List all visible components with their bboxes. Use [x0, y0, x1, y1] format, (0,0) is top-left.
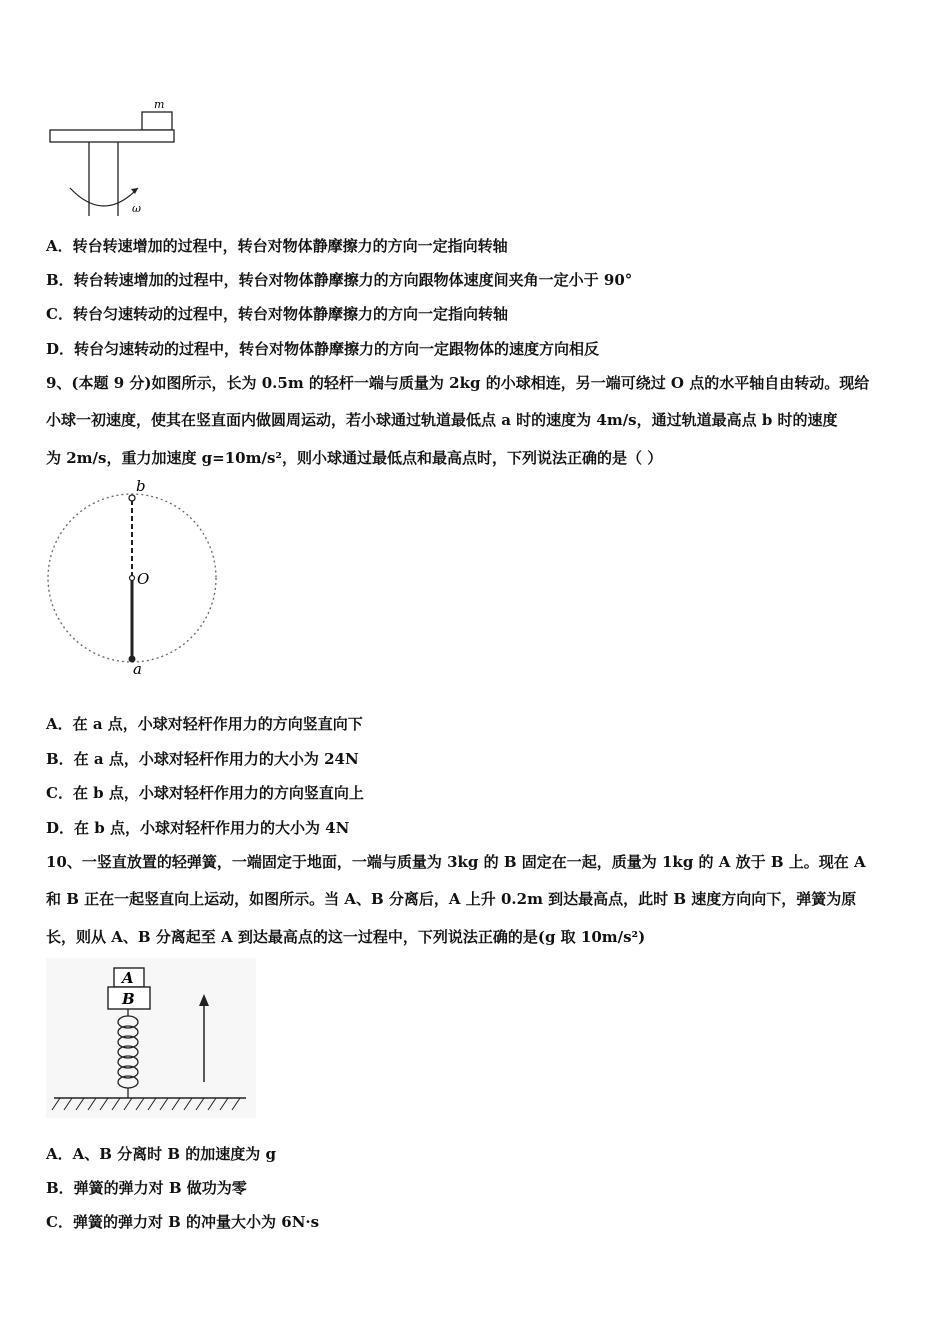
q10-stem-line-1: 10、一竖直放置的轻弹簧，一端固定于地面，一端与质量为 3kg 的 B 固定在一起，质量为 1kg 的 A 放于 B 上。现在 A	[46, 853, 866, 871]
q9-option-b: B．在 a 点，小球对轻杆作用力的大小为 24N	[46, 750, 359, 768]
q10-stem-line-3: 长，则从 A、B 分离起至 A 到达最高点的这一过程中，下列说法正确的是(g 取 10m/s²)	[46, 928, 646, 946]
turntable-figure	[44, 96, 184, 220]
omega-label: ω	[132, 202, 141, 215]
q8-option-c: C．转台匀速转动的过程中，转台对物体静摩擦力的方向一定指向转轴	[46, 305, 508, 323]
q8-option-d: D．转台匀速转动的过程中，转台对物体静摩擦力的方向一定跟物体的速度方向相反	[46, 340, 600, 358]
q10-option-a: A．A、B 分离时 B 的加速度为 g	[46, 1145, 277, 1163]
point-b-label: b	[136, 478, 146, 495]
q9-option-c: C．在 b 点，小球对轻杆作用力的方向竖直向上	[46, 784, 364, 802]
q9-stem-line-1: 9、(本题 9 分)如图所示，长为 0.5m 的轻杆一端与质量为 2kg 的小球相连，另一端可绕过 O 点的水平轴自由转动。现给	[46, 374, 870, 392]
circular-motion-figure	[40, 478, 230, 678]
q10-stem-line-2: 和 B 正在一起竖直向上运动，如图所示。当 A、B 分离后，A 上升 0.2m 到达最高点，此时 B 速度方向向下，弹簧为原	[46, 890, 857, 908]
block-a-label: A	[122, 969, 134, 987]
mass-label: m	[154, 98, 165, 111]
q9-option-d: D．在 b 点，小球对轻杆作用力的大小为 4N	[46, 819, 350, 837]
q9-stem-line-3: 为 2m/s，重力加速度 g=10m/s²，则小球通过最低点和最高点时，下列说法正确的是（ ）	[46, 449, 663, 467]
block-b-label: B	[122, 990, 135, 1008]
q8-option-a: A．转台转速增加的过程中，转台对物体静摩擦力的方向一定指向转轴	[46, 237, 508, 255]
q10-option-c: C．弹簧的弹力对 B 的冲量大小为 6N·s	[46, 1213, 320, 1231]
q10-option-b: B．弹簧的弹力对 B 做功为零	[46, 1179, 247, 1197]
spring-blocks-figure	[46, 958, 256, 1118]
q9-option-a: A．在 a 点，小球对轻杆作用力的方向竖直向下	[46, 715, 363, 733]
point-o-label: O	[137, 570, 150, 588]
q8-option-b: B．转台转速增加的过程中，转台对物体静摩擦力的方向跟物体速度间夹角一定小于 90°	[46, 271, 633, 289]
point-a-label: a	[133, 660, 142, 678]
q9-stem-line-2: 小球一初速度，使其在竖直面内做圆周运动，若小球通过轨道最低点 a 时的速度为 4m/s，通过轨道最高点 b 时的速度	[46, 411, 838, 429]
